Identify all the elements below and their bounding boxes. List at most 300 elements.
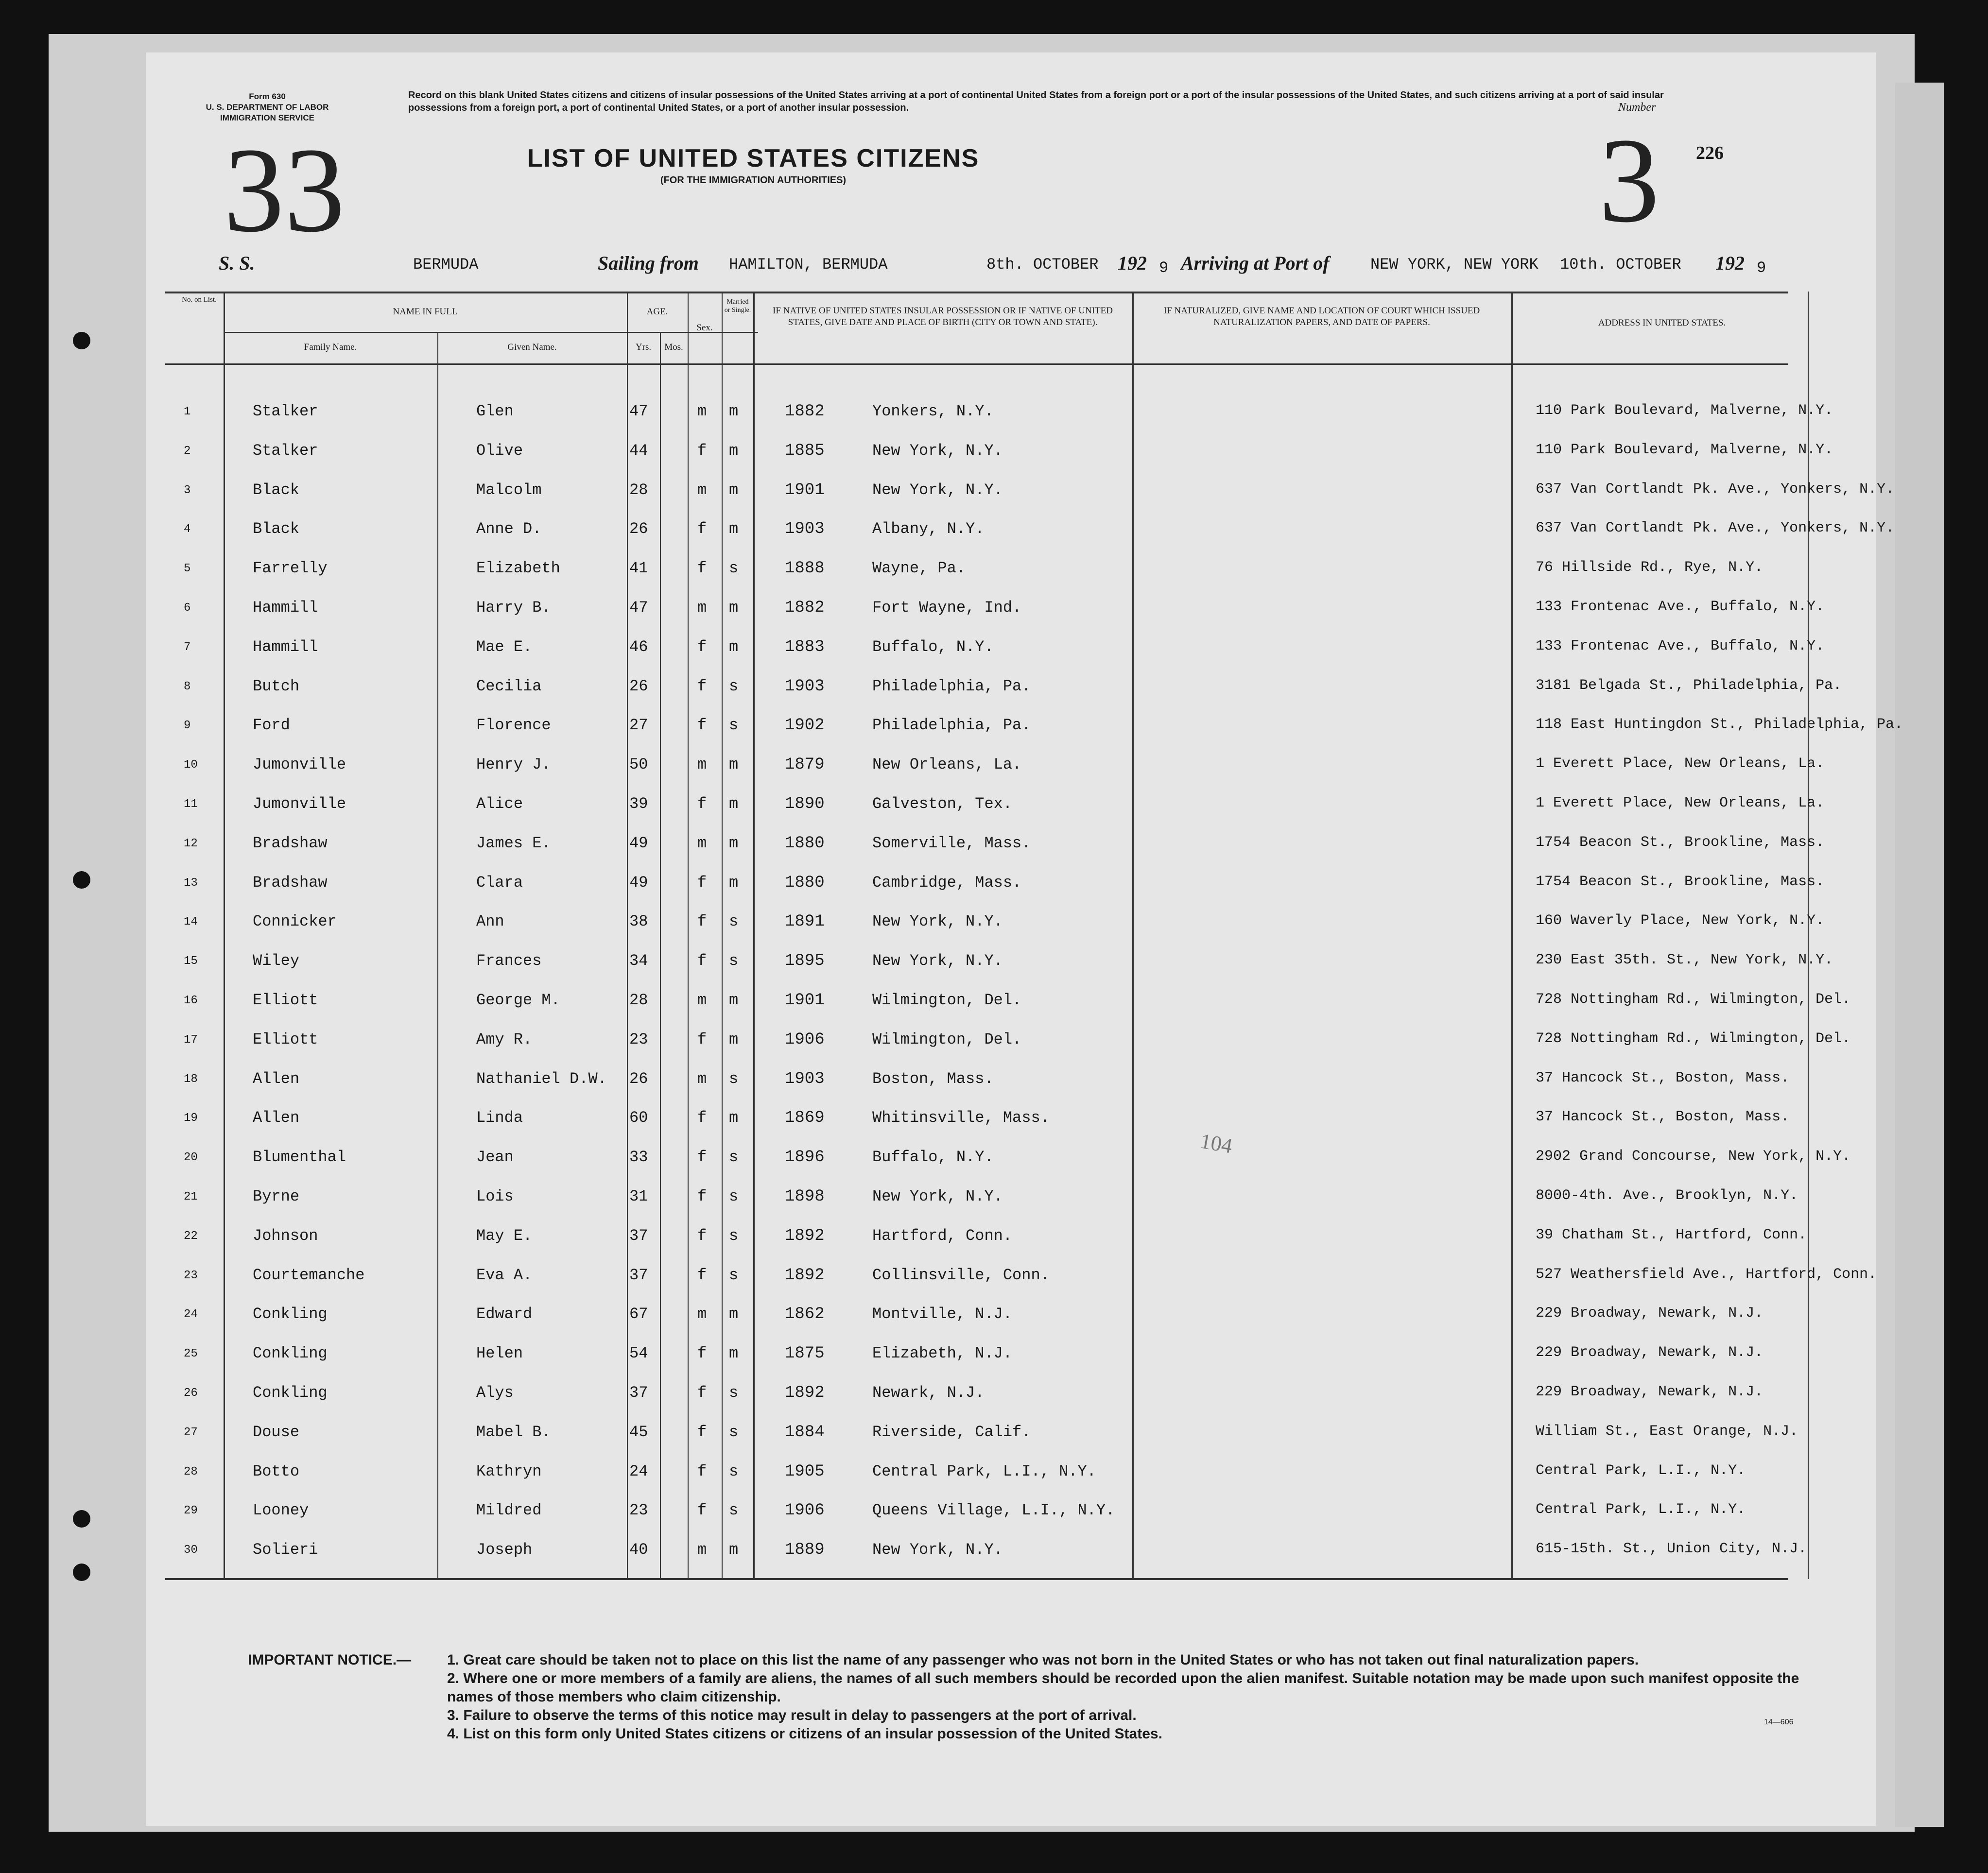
table-row (146, 912, 1876, 951)
married-single: m (729, 991, 739, 1009)
age-years: 40 (629, 1541, 648, 1559)
address: 118 East Huntingdon St., Philadelphia, Pa. (1536, 716, 1903, 733)
married-single: s (729, 1187, 739, 1205)
family-name: Jumonville (253, 756, 346, 774)
birth-year: 1903 (785, 520, 825, 539)
birth-place: Albany, N.Y. (872, 520, 985, 538)
address: 1754 Beacon St., Brookline, Mass. (1536, 873, 1825, 890)
age-years: 45 (629, 1423, 648, 1441)
birth-year: 1869 (785, 1109, 825, 1128)
given-name: Mildred (476, 1501, 542, 1520)
married-single: m (729, 1541, 739, 1559)
birth-place: Wilmington, Del. (872, 991, 1022, 1009)
address: William St., East Orange, N.J. (1536, 1423, 1798, 1440)
address: 76 Hillside Rd., Rye, N.Y. (1536, 559, 1763, 576)
given-name: Jean (476, 1148, 514, 1167)
row-number: 4 (184, 523, 191, 536)
table-row (146, 1384, 1876, 1423)
given-name: Henry J. (476, 756, 551, 774)
ship-name: BERMUDA (413, 256, 479, 274)
table-row (146, 1305, 1876, 1344)
row-number: 26 (184, 1387, 198, 1400)
arriving-date: 10th. OCTOBER (1560, 256, 1681, 274)
birth-place: Wilmington, Del. (872, 1030, 1022, 1048)
address: 133 Frontenac Ave., Buffalo, N.Y. (1536, 599, 1825, 615)
birth-year: 1892 (785, 1226, 825, 1245)
sex: f (697, 1226, 707, 1245)
given-name: Edward (476, 1305, 533, 1323)
married-single: s (729, 912, 739, 931)
birth-year: 1905 (785, 1462, 825, 1481)
row-number: 14 (184, 915, 198, 929)
given-name: Joseph (476, 1541, 533, 1559)
age-years: 27 (629, 716, 648, 735)
family-name: Solieri (253, 1541, 318, 1559)
birth-year: 1895 (785, 952, 825, 971)
birth-place: Philadelphia, Pa. (872, 716, 1031, 735)
address: 3181 Belgada St., Philadelphia, Pa. (1536, 677, 1842, 694)
row-number: 29 (184, 1504, 198, 1518)
address: 8000-4th. Ave., Brooklyn, N.Y. (1536, 1187, 1798, 1204)
married-single: m (729, 1344, 739, 1363)
age-years: 28 (629, 481, 648, 499)
arriving-port: NEW YORK, NEW YORK (1370, 256, 1539, 274)
table-row (146, 1541, 1876, 1580)
table-row (146, 1031, 1876, 1069)
number-label: Number (1618, 101, 1656, 114)
family-name: Stalker (253, 402, 318, 420)
family-name: Bradshaw (253, 834, 328, 852)
age-years: 26 (629, 520, 648, 538)
department-name: U. S. DEPARTMENT OF LABOR (206, 103, 329, 112)
birth-year: 1892 (785, 1266, 825, 1285)
birth-place: Hartford, Conn. (872, 1226, 1013, 1245)
header-sex: Sex. (696, 323, 713, 333)
service-name: IMMIGRATION SERVICE (220, 113, 314, 122)
birth-year: 1875 (785, 1344, 825, 1363)
sex: f (697, 1501, 707, 1520)
married-single: s (729, 1501, 739, 1520)
address: 110 Park Boulevard, Malverne, N.Y. (1536, 402, 1833, 419)
table-row (146, 795, 1876, 834)
table-row (146, 1462, 1876, 1501)
married-single: s (729, 559, 739, 578)
header-age: AGE. (646, 307, 668, 317)
birth-year: 1885 (785, 441, 825, 460)
married-single: s (729, 1384, 739, 1402)
given-name: Linda (476, 1109, 523, 1127)
family-name: Ford (253, 716, 290, 735)
age-years: 31 (629, 1187, 648, 1205)
header-no: No. on List. (182, 296, 217, 304)
age-years: 28 (629, 991, 648, 1009)
year-suffix-1: 9 (1159, 259, 1169, 277)
sex: f (697, 677, 707, 695)
row-number: 27 (184, 1426, 198, 1439)
sailing-from: HAMILTON, BERMUDA (729, 256, 888, 274)
birth-place: Buffalo, N.Y. (872, 1148, 994, 1167)
header-mos: Mos. (664, 342, 683, 352)
row-number: 13 (184, 876, 198, 890)
given-name: Lois (476, 1187, 514, 1205)
address: 37 Hancock St., Boston, Mass. (1536, 1109, 1790, 1126)
table-row (146, 1187, 1876, 1226)
sex: f (697, 1148, 707, 1167)
age-years: 46 (629, 637, 648, 656)
row-number: 24 (184, 1308, 198, 1322)
married-single: s (729, 716, 739, 735)
age-years: 38 (629, 912, 648, 931)
sex: f (697, 873, 707, 892)
sailing-label: Sailing from (598, 252, 699, 274)
table-row (146, 1501, 1876, 1540)
annotation-number: 104 (1198, 1129, 1234, 1158)
notice-item-1: 1. Great care should be taken not to place on this list the name of any passenger who was not born in the United States or who has not taken out final naturalization papers. (447, 1652, 1639, 1668)
ss-label: S. S. (219, 252, 255, 274)
married-single: m (729, 441, 739, 460)
age-years: 44 (629, 441, 648, 460)
punch-hole (73, 871, 90, 889)
married-single: m (729, 1109, 739, 1127)
header-native-birth: IF NATIVE OF UNITED STATES INSULAR POSSESSION OR IF NATIVE OF UNITED STATES, GIVE DATE AND PLACE OF BIRTH (CITY OR TOWN AND STATE). (773, 306, 1113, 327)
birth-year: 1891 (785, 912, 825, 931)
married-single: m (729, 599, 739, 617)
page-number: 226 (1696, 143, 1724, 163)
married-single: m (729, 402, 739, 420)
age-years: 33 (629, 1148, 648, 1167)
table-row (146, 1148, 1876, 1187)
birth-place: New York, N.Y. (872, 952, 1003, 970)
age-years: 39 (629, 795, 648, 813)
back-sheet-right (1895, 83, 1944, 1827)
sex: f (697, 912, 707, 931)
birth-year: 1880 (785, 834, 825, 853)
sex: f (697, 716, 707, 735)
family-name: Elliott (253, 991, 318, 1009)
sex: f (697, 1462, 707, 1480)
age-years: 34 (629, 952, 648, 970)
age-years: 41 (629, 559, 648, 578)
address: 1 Everett Place, New Orleans, La. (1536, 756, 1825, 773)
age-years: 49 (629, 873, 648, 892)
married-single: s (729, 677, 739, 695)
family-name: Byrne (253, 1187, 300, 1205)
sex: f (697, 795, 707, 813)
family-name: Allen (253, 1069, 300, 1088)
row-number: 25 (184, 1347, 198, 1361)
family-name: Stalker (253, 441, 318, 460)
table-row (146, 442, 1876, 481)
row-number: 9 (184, 719, 191, 733)
row-number: 22 (184, 1229, 198, 1243)
table-row (146, 402, 1876, 441)
birth-year: 1879 (785, 756, 825, 774)
age-years: 26 (629, 1069, 648, 1088)
row-number: 12 (184, 837, 198, 850)
given-name: Eva A. (476, 1266, 533, 1284)
birth-year: 1901 (785, 991, 825, 1010)
address: 728 Nottingham Rd., Wilmington, Del. (1536, 1030, 1851, 1047)
row-number: 20 (184, 1151, 198, 1165)
row-number: 3 (184, 483, 191, 497)
birth-place: Montville, N.J. (872, 1305, 1013, 1323)
age-years: 23 (629, 1501, 648, 1520)
married-single: m (729, 873, 739, 892)
birth-year: 1903 (785, 677, 825, 696)
given-name: Malcolm (476, 481, 542, 499)
birth-place: Riverside, Calif. (872, 1423, 1031, 1441)
given-name: Cecilia (476, 677, 542, 695)
sex: m (697, 756, 707, 774)
header-family-name: Family Name. (304, 342, 357, 352)
sex: f (697, 1423, 707, 1441)
married-single: s (729, 1462, 739, 1480)
birth-place: Newark, N.J. (872, 1384, 985, 1402)
sex: m (697, 1069, 707, 1088)
header-name-in-full: NAME IN FULL (393, 307, 458, 317)
notice-item-2: 2. Where one or more members of a family are aliens, the names of all such members should be recorded upon the alien manifest. Suitable notation may be made upon such manifest opposite the names of those members who claim citizenship. (447, 1670, 1799, 1705)
birth-year: 1902 (785, 716, 825, 735)
birth-place: Wayne, Pa. (872, 559, 966, 578)
address: 229 Broadway, Newark, N.J. (1536, 1305, 1763, 1322)
row-number: 23 (184, 1269, 198, 1282)
given-name: Frances (476, 952, 542, 970)
notice-item-3: 3. Failure to observe the terms of this notice may result in delay to passengers at the port of arrival. (447, 1707, 1137, 1723)
sex: m (697, 991, 707, 1009)
form-code: 14—606 (1764, 1718, 1794, 1726)
table-row (146, 952, 1876, 991)
address: 160 Waverly Place, New York, N.Y. (1536, 912, 1825, 929)
table-row (146, 874, 1876, 912)
married-single: m (729, 637, 739, 656)
manifest-page (146, 52, 1903, 1826)
header-bottom-rule (165, 363, 1788, 365)
punch-hole (73, 1564, 90, 1581)
birth-place: Elizabeth, N.J. (872, 1344, 1013, 1363)
notice-item-4: 4. List on this form only United States citizens or citizens of an insular possession of the United States. (447, 1726, 1162, 1742)
given-name: Amy R. (476, 1030, 533, 1048)
row-number: 21 (184, 1190, 198, 1203)
address: 229 Broadway, Newark, N.J. (1536, 1384, 1763, 1400)
birth-year: 1889 (785, 1541, 825, 1560)
age-years: 54 (629, 1344, 648, 1363)
table-row (146, 1109, 1876, 1148)
given-name: James E. (476, 834, 551, 852)
table-row (146, 599, 1876, 637)
family-name: Bradshaw (253, 873, 328, 892)
birth-year: 1898 (785, 1187, 825, 1206)
birth-year: 1890 (785, 795, 825, 813)
handwritten-list-number: 33 (224, 123, 345, 258)
birth-place: Queens Village, L.I., N.Y. (872, 1501, 1115, 1520)
header-yrs: Yrs. (635, 342, 652, 352)
family-name: Conkling (253, 1384, 328, 1402)
given-name: Alice (476, 795, 523, 813)
address: 615-15th. St., Union City, N.J. (1536, 1541, 1807, 1558)
family-name: Courtemanche (253, 1266, 365, 1284)
address: 229 Broadway, Newark, N.J. (1536, 1344, 1763, 1361)
record-instruction: Record on this blank United States citizens and citizens of insular possessions of the United States arriving at a port of continental United States from a foreign port or a port of the insular possessions of the United States, and such citizens arriving at a port of said insular possessions from a foreign port, a port of continental United States, or a port of another insular possession. (408, 90, 1664, 113)
birth-place: Boston, Mass. (872, 1069, 994, 1088)
sex: f (697, 1187, 707, 1205)
address: 110 Park Boulevard, Malverne, N.Y. (1536, 441, 1833, 458)
married-single: s (729, 1226, 739, 1245)
table-row (146, 677, 1876, 716)
table-row (146, 991, 1876, 1030)
form-identifier (165, 91, 369, 123)
birth-year: 1906 (785, 1501, 825, 1520)
sex: f (697, 559, 707, 578)
family-name: Butch (253, 677, 300, 695)
married-single: s (729, 1423, 739, 1441)
given-name: Alys (476, 1384, 514, 1402)
birth-place: Whitinsville, Mass. (872, 1109, 1050, 1127)
birth-year: 1880 (785, 873, 825, 892)
birth-place: Collinsville, Conn. (872, 1266, 1050, 1284)
subheader-rule (224, 332, 758, 333)
married-single: s (729, 1148, 739, 1167)
birth-year: 1862 (785, 1305, 825, 1324)
sex: f (697, 1109, 707, 1127)
birth-year: 1901 (785, 481, 825, 499)
arriving-label: Arriving at Port of (1181, 252, 1330, 274)
birth-place: Galveston, Tex. (872, 795, 1013, 813)
row-number: 30 (184, 1544, 198, 1557)
given-name: Mabel B. (476, 1423, 551, 1441)
sex: m (697, 1541, 707, 1559)
year-prefix-2: 192 (1715, 252, 1745, 274)
sex: m (697, 402, 707, 420)
married-single: m (729, 1305, 739, 1323)
birth-year: 1892 (785, 1384, 825, 1402)
married-single: m (729, 481, 739, 499)
family-name: Farrelly (253, 559, 328, 578)
important-notice-heading: IMPORTANT NOTICE.— (248, 1652, 412, 1668)
age-years: 60 (629, 1109, 648, 1127)
given-name: Harry B. (476, 599, 551, 617)
family-name: Blumenthal (253, 1148, 346, 1167)
page-subtitle: (FOR THE IMMIGRATION AUTHORITIES) (660, 175, 847, 186)
birth-place: Buffalo, N.Y. (872, 637, 994, 656)
year-prefix-1: 192 (1118, 252, 1147, 274)
age-years: 26 (629, 677, 648, 695)
birth-place: Fort Wayne, Ind. (872, 599, 1022, 617)
given-name: Olive (476, 441, 523, 460)
sex: m (697, 834, 707, 852)
table-row (146, 716, 1903, 755)
birth-year: 1903 (785, 1069, 825, 1088)
married-single: s (729, 1069, 739, 1088)
row-number: 1 (184, 405, 191, 418)
table-top-rule (165, 292, 1788, 293)
sailing-date: 8th. OCTOBER (986, 256, 1099, 274)
birth-year: 1906 (785, 1030, 825, 1049)
header-naturalized: IF NATURALIZED, GIVE NAME AND LOCATION OF COURT WHICH ISSUED NATURALIZATION PAPERS, AND DATE OF PAPERS. (1163, 306, 1480, 327)
row-number: 7 (184, 640, 191, 654)
sex: f (697, 1384, 707, 1402)
address: 37 Hancock St., Boston, Mass. (1536, 1069, 1790, 1086)
table-row (146, 481, 1895, 520)
sex: f (697, 441, 707, 460)
given-name: George M. (476, 991, 560, 1009)
age-years: 23 (629, 1030, 648, 1048)
birth-year: 1884 (785, 1423, 825, 1442)
address: 637 Van Cortlandt Pk. Ave., Yonkers, N.Y. (1536, 481, 1895, 498)
header-married-single: Married or Single. (724, 298, 751, 314)
year-suffix-2: 9 (1757, 259, 1766, 277)
family-name: Black (253, 520, 300, 538)
married-single: m (729, 795, 739, 813)
age-years: 50 (629, 756, 648, 774)
given-name: Elizabeth (476, 559, 560, 578)
given-name: Mae E. (476, 637, 533, 656)
sex: f (697, 1344, 707, 1363)
family-name: Conkling (253, 1305, 328, 1323)
row-number: 28 (184, 1465, 198, 1478)
age-years: 67 (629, 1305, 648, 1323)
married-single: s (729, 952, 739, 970)
punch-hole (73, 1510, 90, 1528)
family-name: Hammill (253, 637, 318, 656)
age-years: 47 (629, 599, 648, 617)
address: 637 Van Cortlandt Pk. Ave., Yonkers, N.Y. (1536, 520, 1895, 537)
age-years: 37 (629, 1266, 648, 1284)
table-row (146, 1266, 1876, 1305)
married-single: m (729, 834, 739, 852)
address: 1 Everett Place, New Orleans, La. (1536, 795, 1825, 811)
birth-year: 1883 (785, 637, 825, 656)
age-years: 49 (629, 834, 648, 852)
married-single: s (729, 1266, 739, 1284)
sex: m (697, 481, 707, 499)
row-number: 17 (184, 1033, 198, 1047)
address: 728 Nottingham Rd., Wilmington, Del. (1536, 991, 1851, 1008)
birth-place: New York, N.Y. (872, 1541, 1003, 1559)
family-name: Connicker (253, 912, 337, 931)
married-single: m (729, 520, 739, 538)
given-name: Glen (476, 402, 514, 420)
family-name: Elliott (253, 1030, 318, 1048)
birth-place: Central Park, L.I., N.Y. (872, 1462, 1096, 1480)
birth-place: New Orleans, La. (872, 756, 1022, 774)
address: 2902 Grand Concourse, New York, N.Y. (1536, 1148, 1851, 1165)
row-number: 15 (184, 955, 198, 968)
given-name: Anne D. (476, 520, 542, 538)
row-number: 5 (184, 562, 191, 576)
married-single: m (729, 1030, 739, 1048)
family-name: Douse (253, 1423, 300, 1441)
sex: f (697, 637, 707, 656)
address: Central Park, L.I., N.Y. (1536, 1501, 1746, 1518)
form-number: Form 630 (249, 92, 286, 101)
birth-place: Somerville, Mass. (872, 834, 1031, 852)
age-years: 37 (629, 1384, 648, 1402)
address: Central Park, L.I., N.Y. (1536, 1462, 1746, 1479)
birth-place: New York, N.Y. (872, 912, 1003, 931)
row-number: 16 (184, 994, 198, 1007)
row-number: 10 (184, 758, 198, 772)
sex: f (697, 520, 707, 538)
family-name: Jumonville (253, 795, 346, 813)
birth-year: 1882 (785, 402, 825, 421)
birth-year: 1888 (785, 559, 825, 578)
table-row (146, 1070, 1876, 1109)
handwritten-list-number-right: 3 (1599, 113, 1660, 248)
birth-place: Philadelphia, Pa. (872, 677, 1031, 695)
punch-hole (73, 332, 90, 349)
given-name: Nathaniel D.W. (476, 1069, 607, 1088)
address: 1754 Beacon St., Brookline, Mass. (1536, 834, 1825, 851)
